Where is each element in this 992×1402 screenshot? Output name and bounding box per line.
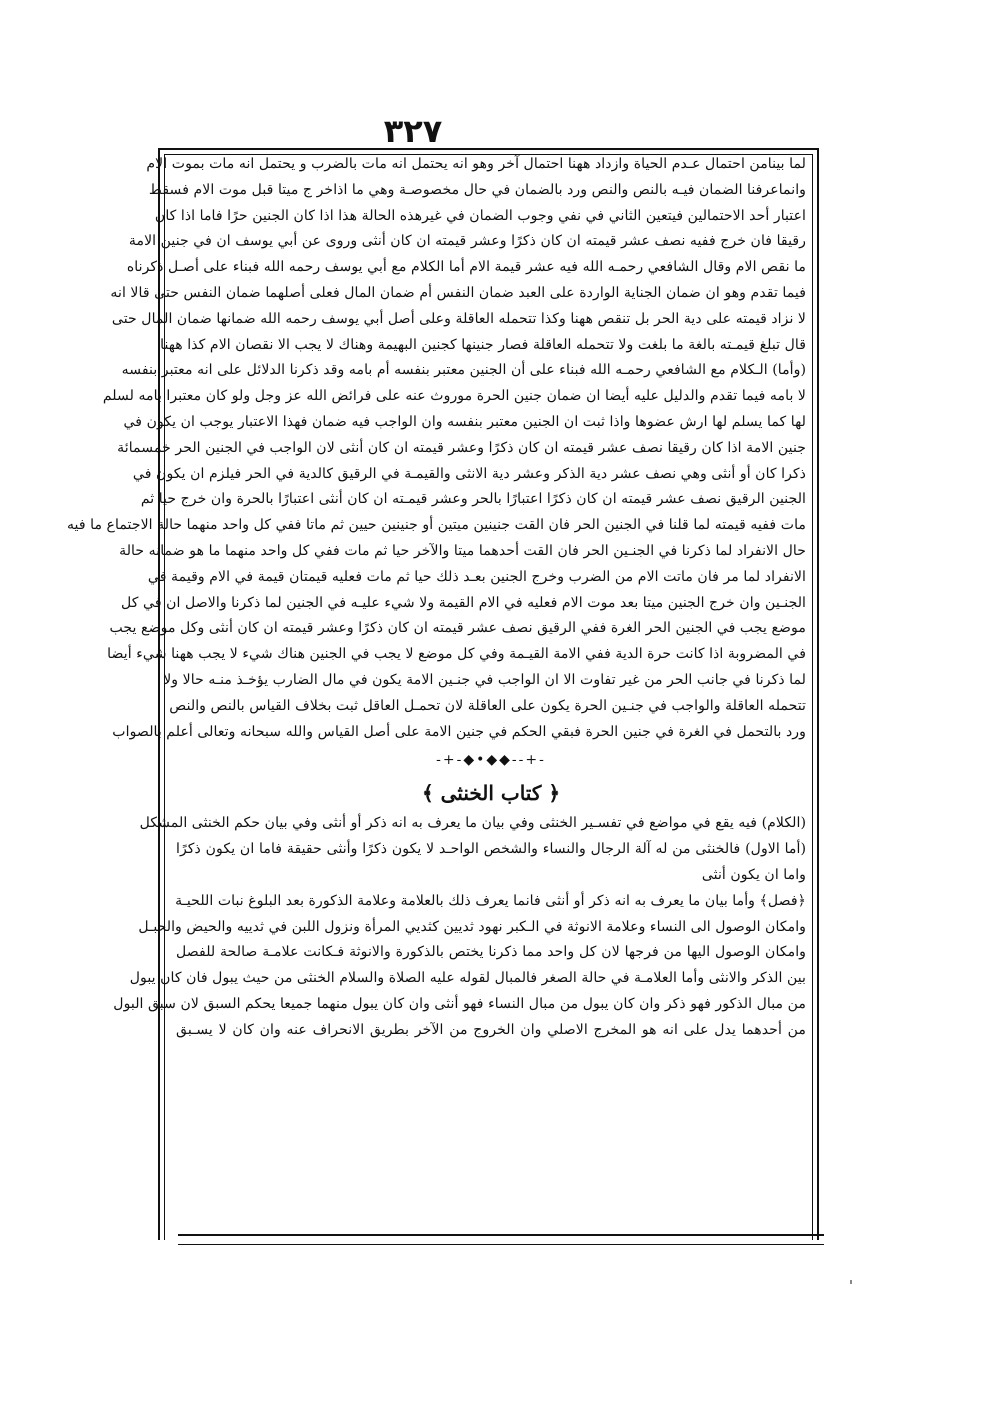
text-line: (وأما) الـكلام مع الشافعي رحمـه الله فبناء على أن الجنين معتبر بنفسه أم بامه وقد ذكرنا الدلائل على انه معتبر بنفسه [121, 362, 806, 379]
text-line: ﴿فصل﴾ وأما بيان ما يعرف به انه ذكر أو أنثى فانما يعرف ذلك بالعلامة وعلامة الذكورة بعد البلوغ نبات اللحيـة [175, 892, 806, 909]
text-line: (أما الاول) فالخنثى من له آلة الرجال والنساء والشخص الواحـد لا يكون ذكرًا وأنثى حقيقة فاما ان يكون ذكرًا [176, 841, 806, 858]
text-line: الجنـين وان خرج الجنين ميتا بعد موت الام فعليه في الام القيمة ولا شيء عليـه في الجنين لما ذكرنا والاصل ان في كل [121, 594, 806, 611]
text-line: بين الذكر والانثى وأما العلامـة في حالة الصغر فالمبال لقوله عليه الصلاة والسلام الخنثى من حيث يبول فان كان يبول [129, 970, 806, 987]
text-line: وانماعرفنا الضمان فيـه بالنص والنص ورد بالضمان في حال مخصوصـة وهي ما اذاخر ج ميتا قبل موت الام فسقط [148, 181, 806, 198]
text-line: من أحدهما يدل على انه هو المخرج الاصلي وان الخروج من الآخر بطريق الانحراف عنه وان كان لا يسـبق [176, 1021, 806, 1038]
text-line: لا نزاد قيمته على دية الحر بل تنقص ههنا وكذا تتحمله العاقلة وعلى أصل أبي يوسف رحمه الله ضمانها ضمان المال حتى [111, 310, 806, 327]
text-line: اعتبار أحد الاحتمالين فيتعين الثاني في نفي وجوب الضمان في غيرهذه الحالة هذا اذا كان الجنين حرًا فاما اذا كان [154, 207, 806, 224]
text-line: وامكان الوصول اليها من فرجها لان كل واحد مما ذكرنا يختص بالذكورة والانوثة فـكانت علامـة صالحة للفصل [176, 944, 806, 961]
text-line: جنين الامة اذا كان رقيقا نصف عشر قيمته ان كان ذكرًا وعشر قيمته ان كان أنثى لان الواجب في الجنين الحر خمسمائة [117, 439, 806, 456]
text-line: فيما تقدم وهو ان ضمان الجناية الواردة على العبد ضمان النفس أم ضمان المال فعلى أصلهما ضمان النفس حتى قالا انه [110, 284, 806, 301]
text-line: مات ففيه قيمته لما قلنا في الجنين الحر فان القت جنينين ميتين أو جنينين حيين ثم ماتا ففي كل واحد منهما حالة الاجتماع ما فيه [66, 517, 806, 534]
section-khuntha-chapter [113, 811, 806, 1043]
text-line: (الكلام) فيه يقع في مواضع في تفسـير الخنثى وفي بيان ما يعرف به انه ذكر أو أنثى وفي بيان حكم الخنثى المشكل [139, 815, 806, 832]
text-line: رقيقا فان خرج ففيه نصف عشر قيمته ان كان ذكرًا وعشر قيمته ان كان أنثى وروى عن أبي يوسف ان في جنين الامة [128, 233, 806, 250]
text-line: الجنين الرقيق نصف عشر قيمته ان كان ذكرًا اعتبارًا بالحر وعشر قيمـته ان كان أنثى اعتبارًا بالحرة وان خرج حيا ثم [140, 491, 806, 508]
text-line: واما ان يكون أنثى [701, 866, 806, 883]
text-line: تتحمله العاقلة والواجب في جنـين الحرة يكون على العاقلة لان تحمـل العاقل ثبت بخلاف القياس بالنص والنص [169, 697, 806, 714]
text-line: حال الانفراد لما ذكرنا في الجنـين الحر فان القت أحدهما ميتا والآخر حيا ثم مات ففي كل واحد منهما ما هو ضمانه حالة [119, 542, 806, 559]
text-line: في المضروبة اذا كانت حرة الدية ففي الامة القيـمة وفي كل موضع لا يجب في الجنين هناك شيء لا يجب ههنا شيء أيضا [107, 646, 806, 663]
page-text [66, 152, 806, 1044]
text-line: من مبال الذكور فهو ذكر وان كان يبول من مبال النساء فهو أنثى وان كان يبول منهما جميعا يحكم السبق لان سبق البول [113, 995, 806, 1012]
text-line: ورد بالتحمل في الغرة في جنين الحرة فبقي الحكم في جنين الامة على أصل القياس والله سبحانه وتعالى أعلم بالصواب [112, 723, 806, 740]
section-previous-chapter [66, 152, 806, 745]
chapter-title: ﴿ كتاب الخنثى ﴾ [421, 781, 561, 806]
page-number: ٣٢٧ [383, 112, 443, 150]
text-line: وامكان الوصول الى النساء وعلامة الانوثة في الـكبر نهود ثديين كثديي المرأة ونزول اللبن في ثدييه والحيض والحبـل [138, 918, 806, 935]
text-line: لا بامه فيما تقدم والدليل عليه أيضا ان ضمان جنين الحرة موروث عنه على فرائض الله عز وجل ولو كان معتبرا بامه لسلم [102, 388, 806, 405]
text-line: لها كما يسلم لها ارش عضوها واذا ثبت ان الجنين معتبر بنفسه وان الواجب فيه ضمان فهذا الاعتبار يوجب ان يكون في [123, 413, 806, 430]
scan-speck [850, 1280, 852, 1284]
text-line: ذكرا كان أو أنثى وهي نصف عشر دية الذكر وعشر دية الانثى والقيمـة في الرقيق كالدية في الحر فيلزم ان يكون في [132, 465, 806, 482]
text-line: لما ذكرنا في جانب الحر من غير تفاوت الا ان الواجب في جنـين الامة يكون في مال الضارب يؤخـذ منـه حالا ولا [163, 671, 806, 688]
text-line: الانفراد لما مر فان ماتت الام من الضرب وخرج الجنين بعـد ذلك حيا ثم مات فعليه قيمتان قيمة في الام وقيمة في [147, 568, 806, 585]
bottom-rule [178, 1234, 824, 1245]
text-line: لما بينامن احتمال عـدم الحياة وازداد ههنا احتمال آخر وهو انه يحتمل انه مات بالضرب و يحتمل انه مات بموت الام [146, 156, 806, 172]
text-line: موضع يجب في الجنين الحر الغرة ففي الرقيق نصف عشر قيمته ان كان ذكرًا وعشر قيمته ان كان أنثى وكل موضع يجب [109, 620, 806, 637]
text-line: قال تبلغ قيمـته بالغة ما بلغت ولا تتحمله العاقلة فصار جنينها كجنين البهيمة وهناك لا يجب الا نقصان الام كذا ههنا [160, 336, 806, 353]
text-line: ما نقص الام وقال الشافعي رحمـه الله فيه عشر قيمة الام أما الكلام مع أبي يوسف رحمه الله فبناء على أصـل ذكرناه [126, 259, 806, 276]
section-divider-ornament: -+-◆•◆◆--+- [436, 752, 546, 769]
